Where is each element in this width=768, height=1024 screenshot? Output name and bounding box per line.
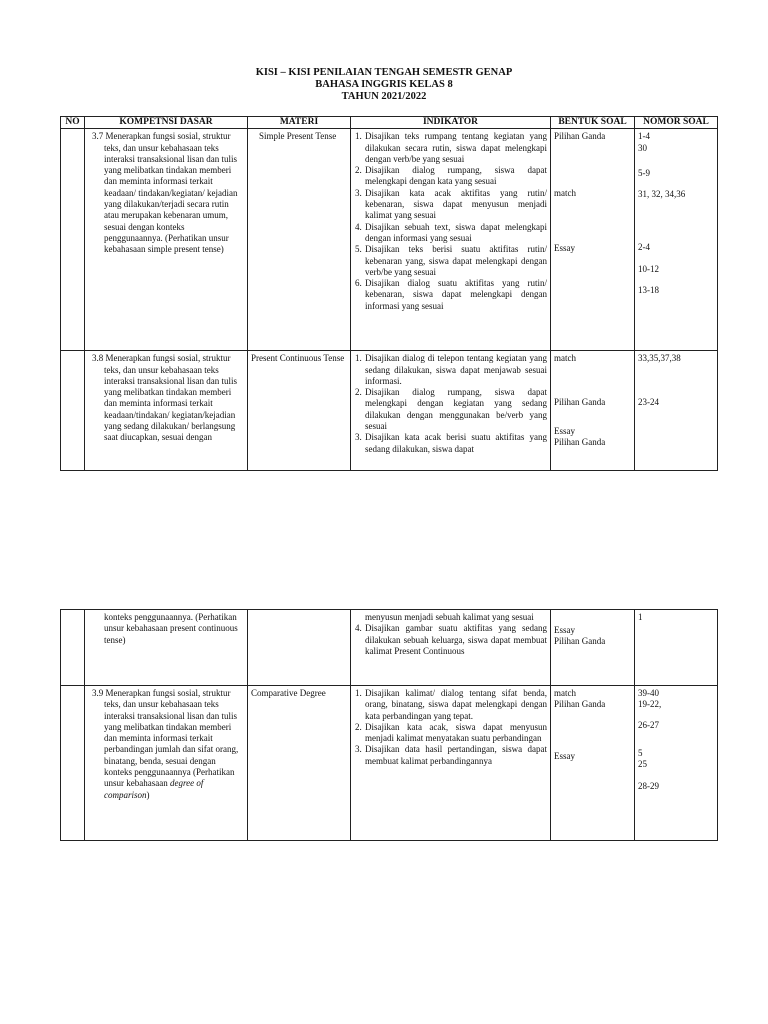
- indikator-item: 4. Disajikan gambar suatu aktifitas yang sedang dilakukan sebuah keluarga, siswa dapat membuat kalimat Present Continuous: [364, 623, 547, 657]
- kd-cell: [85, 129, 248, 351]
- bentuk-cell: [551, 351, 635, 471]
- bentuk-text: Essay: [554, 425, 575, 436]
- nomor-text: 13-18: [638, 285, 659, 296]
- nomor-cell: [635, 610, 718, 686]
- nomor-text: 2-4: [638, 242, 650, 253]
- bentuk-text: match: [554, 353, 576, 364]
- bentuk-text: Essay: [554, 750, 575, 761]
- indikator-list: [354, 688, 547, 767]
- bentuk-text: Pilihan Ganda: [554, 131, 606, 142]
- nomor-text: 26-27: [638, 719, 659, 730]
- indikator-item: 3. Disajikan data hasil pertandingan, siswa dapat membuat kalimat perbandingannya: [364, 744, 547, 767]
- document-subtitle: BAHASA INGGRIS KELAS 8: [315, 79, 453, 90]
- materi-text: Present Continuous Tense: [251, 353, 345, 364]
- indikator-item: 5. Disajikan teks berisi suatu aktifitas rutin/ kebenaran yang, siswa dapat melengkapi dengan verb/be yang sesuai: [364, 244, 547, 278]
- nomor-cell: [635, 351, 718, 471]
- table-row: [61, 610, 718, 686]
- indikator-item: 4. Disajikan sebuah text, siswa dapat melengkapi dengan informasi yang sesuai: [364, 222, 547, 245]
- kd-text-end: ): [146, 789, 150, 800]
- indikator-cell: [351, 351, 551, 471]
- document-title: KISI – KISI PENILAIAN TENGAH SEMESTR GENAP: [255, 67, 513, 78]
- col-header-nomor: NOMOR SOAL: [635, 117, 718, 129]
- indikator-cell: [351, 129, 551, 351]
- indikator-list: [354, 353, 547, 455]
- no-cell: [61, 351, 85, 471]
- indikator-cell: [351, 686, 551, 841]
- table-row: [61, 351, 718, 471]
- no-cell: [61, 129, 85, 351]
- no-cell: [61, 610, 85, 686]
- indikator-item: 1. Disajikan teks rumpang tentang kegiatan yang dilakukan secara rutin, siswa dapat melengkapi dengan verb/be yang sesuai: [364, 131, 547, 165]
- kisi-table-part-1: [60, 116, 718, 471]
- kd-text-italic: degree of comparison: [104, 778, 204, 800]
- bentuk-text: Essay: [554, 242, 575, 253]
- bentuk-text: match: [554, 688, 576, 698]
- indikator-item: 6. Disajikan dialog suatu aktifitas yang rutin/ kebenaran, siswa dapat melengkapi dengan informasi yang sesuai: [364, 278, 547, 312]
- table-row: [61, 129, 718, 351]
- indikator-item: 2. Disajikan kata acak, siswa dapat menyusun menjadi kalimat menyatakan suatu perbandingan: [364, 722, 547, 745]
- nomor-text: 5: [638, 747, 643, 758]
- nomor-text: 31, 32, 34,36: [638, 189, 686, 200]
- col-header-kd: KOMPETNSI DASAR: [85, 117, 248, 129]
- nomor-cell: [635, 686, 718, 841]
- materi-text: Simple Present Tense: [259, 131, 337, 142]
- indikator-item: 1. Disajikan kalimat/ dialog tentang sifat benda, orang, binatang, siswa dapat melengkapi dengan kata perbandingan yang tepat.: [364, 688, 547, 722]
- kd-text: [88, 688, 244, 801]
- indikator-list: [354, 623, 547, 657]
- document-year: TAHUN 2021/2022: [341, 91, 427, 102]
- table-header-row: [61, 117, 718, 129]
- kd-cell: [85, 351, 248, 471]
- col-header-materi: MATERI: [248, 117, 351, 129]
- materi-cell: [248, 351, 351, 471]
- indikator-item: 2. Disajikan dialog rumpang, siswa dapat melengkapi dengan kegiatan yang sedang dilakukan dengan menggunakan be/verb yang sesuai: [364, 387, 547, 432]
- bentuk-text: Pilihan Ganda: [554, 396, 606, 407]
- indikator-item: 2. Disajikan dialog rumpang, siswa dapat melengkapi dengan kata yang sesuai: [364, 165, 547, 188]
- kd-text: konteks penggunaannya. (Perhatikan unsur kebahasaan present continuous tense): [104, 612, 238, 645]
- bentuk-cell: [551, 686, 635, 841]
- materi-cell: [248, 686, 351, 841]
- kd-cell: [85, 610, 248, 686]
- col-header-indikator: INDIKATOR: [351, 117, 551, 129]
- nomor-text: 10-12: [638, 263, 659, 274]
- materi-cell: [248, 610, 351, 686]
- indikator-cell: [351, 610, 551, 686]
- indikator-item: 3. Disajikan kata acak aktifitas yang rutin/ kebenaran, siswa dapat menyusun menjadi kalimat yang sesuai: [364, 188, 547, 222]
- kd-text: 3.8 Menerapkan fungsi sosial, struktur teks, dan unsur kebahasaan teks interaksi transaksional lisan dan tulis yang melibatkan tindakan memberi dan meminta informasi terkait keadaan/tindakan/ kegiatan/kejadian yang sedang dilakukan/ berlangsung saat diucapkan, sesuai dengan: [92, 353, 237, 443]
- indikator-list: [354, 131, 547, 312]
- nomor-text: 28-29: [638, 781, 659, 792]
- bentuk-cell: [551, 129, 635, 351]
- kd-text: 3.7 Menerapkan fungsi sosial, struktur teks, dan unsur kebahasaan teks interaksi transaksional lisan dan tulis yang melibatkan tindakan memberi dan meminta informasi terkait keadaan/ tindakan/kegiatan/ kejadian yang dilakukan/terjadi secara rutin atau merupakan kebenaran umum, sesuai dengan konteks penggunaannya. (Perhatikan unsur kebahasaan simple present tense): [92, 131, 238, 255]
- indikator-item: 1. Disajikan dialog di telepon tentang kegiatan yang sedang dilakukan, siswa dapat menjawab sesuai informasi.: [364, 353, 547, 387]
- indikator-item: 3. Disajikan kata acak berisi suatu aktifitas yang sedang dilakukan, siswa dapat: [364, 432, 547, 455]
- nomor-text: 5-9: [638, 167, 650, 178]
- no-cell: [61, 686, 85, 841]
- indikator-continued: menyusun menjadi sebuah kalimat yang sesuai: [365, 612, 534, 622]
- kisi-table-part-2: [60, 609, 718, 841]
- materi-cell: [248, 129, 351, 351]
- nomor-text: 1: [638, 612, 643, 622]
- materi-text: Comparative Degree: [251, 688, 326, 698]
- bentuk-cell: [551, 610, 635, 686]
- bentuk-text: Essay: [554, 625, 575, 635]
- nomor-text: 1-4: [638, 131, 650, 142]
- nomor-text: 25: [638, 759, 647, 770]
- nomor-text: 23-24: [638, 396, 659, 407]
- bentuk-text: Pilihan Ganda: [554, 699, 606, 710]
- bentuk-text: Pilihan Ganda: [554, 437, 606, 448]
- nomor-cell: [635, 129, 718, 351]
- col-header-bentuk: BENTUK SOAL: [551, 117, 635, 129]
- col-header-no: NO: [61, 117, 85, 129]
- bentuk-text: match: [554, 187, 576, 198]
- kd-text-main: 3.9 Menerapkan fungsi sosial, struktur teks, dan unsur kebahasaan teks interaksi transaksional lisan dan tulis yang melibatkan tindakan memberi dan meminta informasi terkait perbandingan jumlah dan sifat orang, binatang, benda, sesuai dengan konteks penggunaannya (Perhatikan unsur kebahasaan: [92, 688, 239, 789]
- bentuk-text: Pilihan Ganda: [554, 636, 606, 647]
- table-row: [61, 686, 718, 841]
- nomor-text: 30: [638, 142, 647, 153]
- nomor-text: 39-40: [638, 688, 659, 698]
- kd-cell: [85, 686, 248, 841]
- nomor-text: 19-22,: [638, 699, 662, 710]
- nomor-text: 33,35,37,38: [638, 353, 681, 364]
